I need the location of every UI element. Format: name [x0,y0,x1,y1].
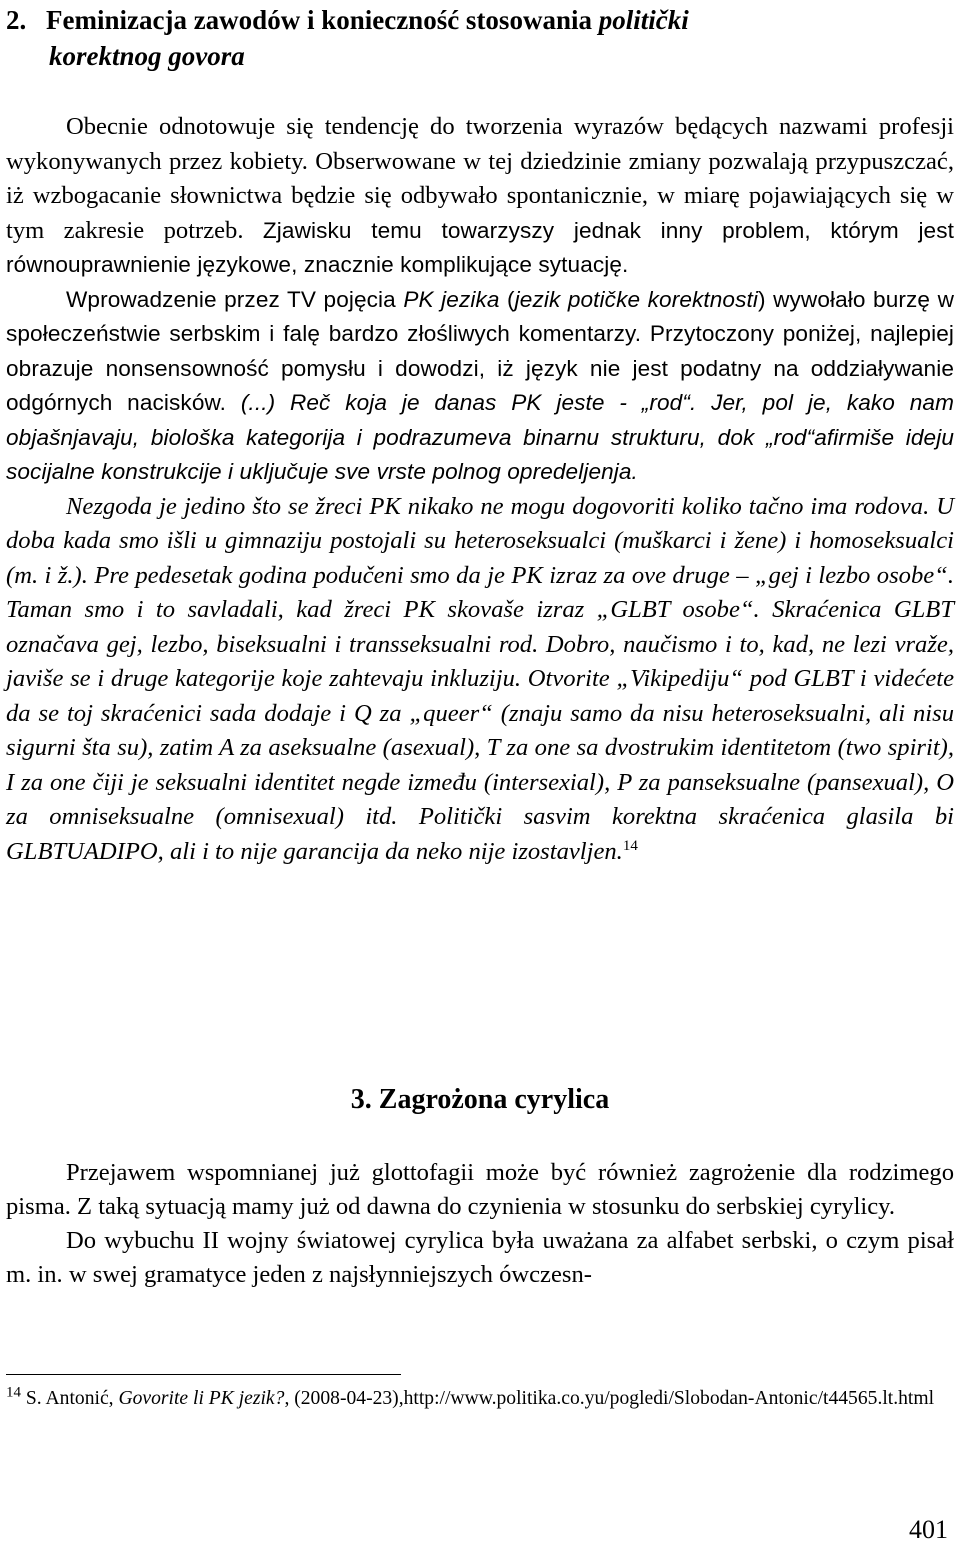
paragraph-1-text: Obecnie odnotowuje się tendencję do tworzenia wyrazów będących nazwami profesji wykonywanych przez kobiety. Obserwowane w tej dziedzinie zmiany pozwalają przypuszczać, iż wzbogacanie słownictwa będzie się odbywało spontanicznie, w miarę pojawiających się w tym zakresie potrzeb. [6,113,954,244]
paragraph-2-quote: (...) Reč koja je danas PK jeste - „rod“. Jer, pol je, kako nam objašnjavaju, biološka kategorija i podrazumeva binarnu strukturu, dok „rod“afirmiše ideju socijalne konstrukcije i uključuje sve vrste polnog opredeljenja. [6,390,954,484]
section-3-paragraph-1: Przejawem wspomnianej już glottofagii może być również zagrożenie dla rodzimego pisma. Z taką sytuacją mamy już od dawna do czynienia w stosunku do serbskiej cyrylicy. [6,1159,954,1220]
paragraph-2-term: PK jezika [403,286,500,312]
heading-number: 2. [6,5,27,35]
paragraph-2 [6,283,954,490]
paragraph-2-text-b: ) wywołało burzę w społeczeństwie serbskim i falę bardzo złośliwych komentarzy. Przytoczony poniżej, najlepiej obrazuje nonsensowność pomysłu i dowodzi, iż język nie jest podatny na oddziaływanie odgórnych nacisków. [6,286,954,415]
paragraph-1-sans-text: Zjawisku temu towarzyszy jednak inny problem, którym jest równouprawnienie językowe, znacznie komplikujące sytuację. [6,217,955,277]
footnote-ref-14[interactable]: 14 [622,837,638,854]
section-heading-2 [6,2,954,74]
section-3-body [6,1156,954,1292]
paragraph-2-term-expansion: jezik potičke korektnosti [514,286,758,312]
footnote-author: S. Antonić, [25,1388,114,1409]
section-heading-3: 3. Zagrożona cyrylica [350,1084,610,1115]
footnote-14 [6,1384,954,1414]
page-number: 401 [909,1515,948,1544]
paragraph-2-paren-open: ( [499,286,515,312]
section-3-paragraph-2: Do wybuchu II wojny światowej cyrylica była uważana za alfabet serbski, o czym pisał m. in. w swej gramatyce jeden z najsłynniejszych ówczesn- [6,1227,954,1288]
heading-italic-part1: politički [598,5,689,35]
paragraph-2-text-a: Wprowadzenie przez TV pojęcia [66,286,404,312]
section-2-body [6,110,954,869]
heading-text: Feminizacja zawodów i konieczność stosowania [46,5,592,35]
footnote-marker: 14 [6,1384,21,1401]
footnote-source: , (2008-04-23),http://www.politika.co.yu/pogledi/Slobodan-Antonic/t44565.lt.html [284,1388,935,1409]
paragraph-3-quote: Nezgoda je jedino što se žreci PK nikako ne mogu dogovoriti koliko tačno ima rodova. U doba kada smo išli u gimnaziju postojali su heteroseksualci (muškarci i žene) i homoseksualci (m. i ž.). Pre pedesetak godina podučeni smo da je PK izraz za ove druge – „gej i lezbo osobe“. Taman smo i to savladali, kad žreci PK skovaše izraz „GLBT osobe“. Skraćenica GLBT označava gej, lezbo, biseksualni i transseksualni rod. Dobro, naučismo i to, kad, ne lezi vraže, javiše se i druge kategorije koje zahtevaju inkluziju. Otvorite „Vikipediju“ pod GLBT i videćete da se toj skraćenici sada dodaje i Q za „queer“ (znaju samo da nisu heteroseksualni, ali nisu sigurni šta su), zatim A za aseksualne (asexual), T za one sa dvostrukim identitetom (two spirit), I za one čiji je seksualni identitet negde između (intersexial), P za panseksualne (pansexual), O za omniseksualne (omnisexual) itd. Politički sasvim korektna skraćenica glasila bi GLBTUADIPO, ali i to nije garancija da neko nije izostavljen. [6,492,954,865]
paragraph-1 [6,110,954,283]
footnote-title: Govorite li PK jezik? [118,1388,285,1409]
paragraph-3 [6,490,954,870]
footnote-divider [6,1374,401,1375]
heading-italic-part2: korektnog govora [49,41,245,71]
